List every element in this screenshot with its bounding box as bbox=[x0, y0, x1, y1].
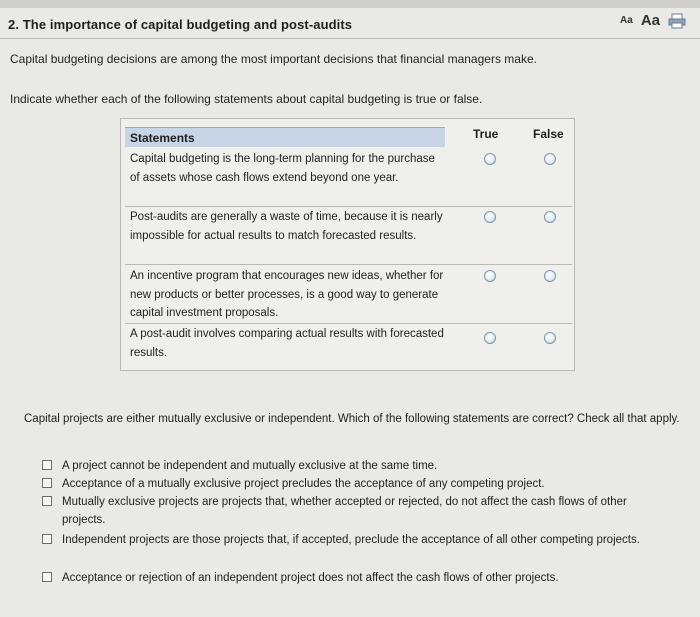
false-radio[interactable] bbox=[544, 153, 556, 165]
option-checkbox[interactable] bbox=[42, 572, 52, 582]
header-divider bbox=[0, 38, 700, 39]
print-icon[interactable] bbox=[668, 13, 686, 29]
true-radio[interactable] bbox=[484, 211, 496, 223]
true-radio[interactable] bbox=[484, 153, 496, 165]
option-label[interactable]: Independent projects are those projects that, if accepted, preclude the acceptance of all other competing projects. bbox=[62, 534, 640, 546]
option-label[interactable]: Acceptance or rejection of an independent project does not affect the cash flows of other projects. bbox=[62, 572, 559, 584]
statement-text: Capital budgeting is the long-term planning for the purchase of assets whose cash flows extend beyond one year. bbox=[130, 153, 435, 184]
true-radio[interactable] bbox=[484, 332, 496, 344]
option-checkbox[interactable] bbox=[42, 534, 52, 544]
decrease-font-button[interactable]: Aa bbox=[620, 15, 633, 26]
statement-text: An incentive program that encourages new ideas, whether for new products or better processes, is a good way to generate capital investment proposals. bbox=[130, 270, 444, 319]
toolbar bbox=[620, 12, 686, 29]
row-divider bbox=[125, 323, 572, 324]
option-checkbox[interactable] bbox=[42, 478, 52, 488]
statement-text: A post-audit involves comparing actual results with forecasted results. bbox=[130, 328, 444, 359]
table-row bbox=[125, 150, 572, 206]
option-label[interactable]: Acceptance of a mutually exclusive project precludes the acceptance of any competing project. bbox=[62, 478, 545, 490]
row-divider bbox=[125, 264, 572, 265]
top-bar bbox=[0, 0, 700, 8]
column-header-statements: Statements bbox=[125, 127, 445, 147]
true-radio[interactable] bbox=[484, 270, 496, 282]
intro-text: Capital budgeting decisions are among the most important decisions that financial managers make. bbox=[10, 52, 537, 66]
column-header-true: True bbox=[473, 127, 499, 141]
table-row bbox=[125, 325, 572, 365]
statement-text: Post-audits are generally a waste of time, because it is nearly impossible for actual results to match forecasted results. bbox=[130, 211, 443, 242]
false-radio[interactable] bbox=[544, 270, 556, 282]
option-checkbox[interactable] bbox=[42, 496, 52, 506]
instruction-text: Indicate whether each of the following statements about capital budgeting is true or false. bbox=[10, 92, 483, 106]
row-divider bbox=[125, 206, 572, 207]
option-checkbox[interactable] bbox=[42, 460, 52, 470]
table-row bbox=[125, 267, 572, 323]
option-label[interactable]: A project cannot be independent and mutually exclusive at the same time. bbox=[62, 460, 438, 472]
column-header-false: False bbox=[533, 127, 564, 141]
true-false-table bbox=[120, 118, 575, 371]
option-label[interactable]: Mutually exclusive projects are projects that, whether accepted or rejected, do not affect the cash flows of other projects. bbox=[62, 496, 627, 526]
question2-prompt: Capital projects are either mutually exclusive or independent. Which of the following statements are correct? Check all that apply. bbox=[24, 413, 680, 425]
false-radio[interactable] bbox=[544, 211, 556, 223]
question-title: 2. The importance of capital budgeting and post-audits bbox=[8, 17, 353, 32]
increase-font-button[interactable]: Aa bbox=[640, 12, 660, 29]
table-row bbox=[125, 208, 572, 264]
false-radio[interactable] bbox=[544, 332, 556, 344]
